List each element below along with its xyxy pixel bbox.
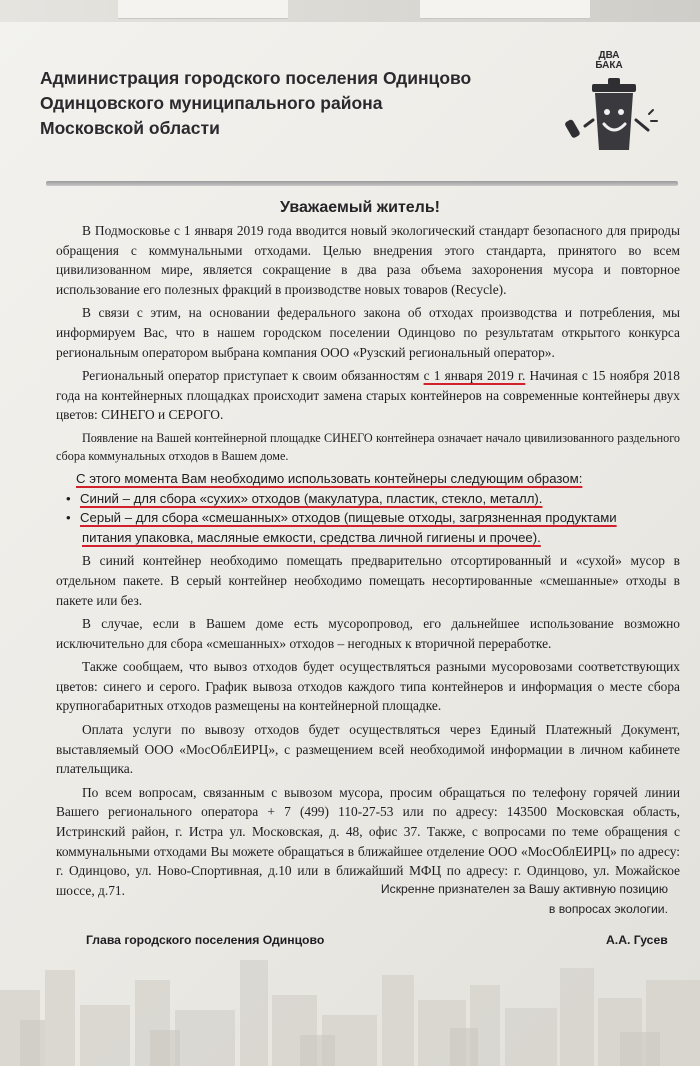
start-date-highlight: с 1 января 2019 г. [423, 368, 526, 384]
logo-word-2: БАКА [595, 60, 623, 71]
top-background-strip [0, 0, 700, 22]
closing-remark [330, 880, 668, 919]
signatory-name: А.А. Гусев [606, 933, 668, 947]
signatory-title: Глава городского поселения Одинцово [86, 933, 325, 947]
paragraph-collection: Также сообщаем, что вывоз отходов будет осуществляться разными мусоровозами соответствующих цветов: синего и серого. График вывоза отходов каждого типа контейнеров и информация о месте сбора крупногабаритных отходов размещены на контейнерной площадке. [56, 659, 680, 714]
background-paper [118, 0, 288, 19]
paragraph-intro: В Подмосковье с 1 января 2019 года вводится новый экологический стандарт безопасного для природы обращения с коммунальными отходами. Целью внедрения этого стандарта, принятого во всем цивилизованном мире, является сокращение в два раза объема захоронения мусора и повторное использование его полезных фракций в производстве новых товаров (Recycle). [56, 223, 680, 297]
start-date-lead: Региональный оператор приступает к своим обязанностям [82, 368, 424, 384]
grey-container-rule-line-1: Серый – для сбора «смешанных» отходов (пищевые отходы, загрязненная продуктами [80, 510, 617, 526]
city-skyline-watermark [0, 950, 700, 1066]
list-item [56, 508, 680, 547]
container-usage-list [56, 469, 680, 547]
start-date-rest: Начиная с 15 ноября 2018 года на контейнерных площадках происходит замена старых контейнеров на современные контейнеры двух цветов: СИНЕГО и СЕРОГО. [56, 368, 680, 423]
paragraph-operator: В связи с этим, на основании федерального закона об отходах производства и потребления, мы информируем Вас, что в нашем городском поселении Одинцово по результатам открытого конкурса региональным оператором выбрана компания ООО «Рузский региональный оператор». [56, 305, 680, 360]
paragraph-contacts: По всем вопросам, связанным с вывозом мусора, просим обращаться по телефону горячей линии Вашего регионального оператора + 7 (499) 110-27-53 или по адресу: 143500 Московская область, Истринский район, г. Истра ул. Московская, д. 48, офис 37. Также, с вопросами по теме обращения с коммунальными отходами Вы можете обращаться в ближайшее отделение ООО «МосОблЕИРЦ» по адресу: г. Одинцово, ул. Ново-Спортивная, д.10 или в ближайший МФЦ по адресу: г. Одинцово, ул. Можайское шоссе, д.71. [56, 784, 680, 898]
paragraph-garbage-chute: В случае, если в Вашем доме есть мусоропровод, его дальнейшее использование возможно исключительно для сбора «смешанных» отходов – негодных к вторичной переработке. [56, 616, 680, 651]
header-line-2: Одинцовского муниципального района [40, 93, 383, 113]
header-title [40, 66, 510, 141]
letter-body [56, 221, 680, 904]
paragraph-sorting: В синий контейнер необходимо помещать предварительно отсортированный и «сухой» мусор в отдельном пакете. В серый контейнер необходимо помещать несортированные «смешанные» отходы в пакете или без. [56, 553, 680, 608]
paragraph-start-date [56, 366, 680, 425]
grey-container-rule-line-2: питания упаковка, масляные емкости, средства личной гигиены и прочее). [82, 529, 541, 545]
usage-list-lead: С этого момента Вам необходимо использовать контейнеры следующим образом: [76, 470, 583, 486]
background-paper [420, 0, 590, 19]
paragraph-blue-container: Появление на Вашей контейнерной площадке СИНЕГО контейнера означает начало цивилизованного раздельного сбора коммунальных отходов в Вашем доме. [56, 430, 680, 463]
list-item [56, 489, 680, 509]
header-line-3: Московской области [40, 118, 220, 138]
logo-word-1: ДВА [598, 50, 620, 61]
paragraph-payment: Оплата услуги по вывозу отходов будет осуществляться через Единый Платежный Документ, выставляемый ООО «МосОблЕИРЦ», с размещением всей необходимой информации в личном кабинете плательщика. [56, 722, 680, 777]
closing-line-1: Искренне признателен за Вашу активную позицию [380, 882, 668, 896]
smiling-trash-bin-icon [560, 50, 670, 160]
closing-line-2: в вопросах экологии. [548, 901, 668, 916]
bullet-icon: • [66, 490, 71, 506]
header-divider [46, 181, 678, 186]
blue-container-rule: Синий – для сбора «сухих» отходов (макулатура, пластик, стекло, металл). [80, 490, 543, 506]
header-line-1: Администрация городского поселения Одинцово [40, 68, 472, 88]
bullet-icon: • [66, 510, 71, 526]
greeting-heading: Уважаемый житель! [279, 199, 440, 216]
